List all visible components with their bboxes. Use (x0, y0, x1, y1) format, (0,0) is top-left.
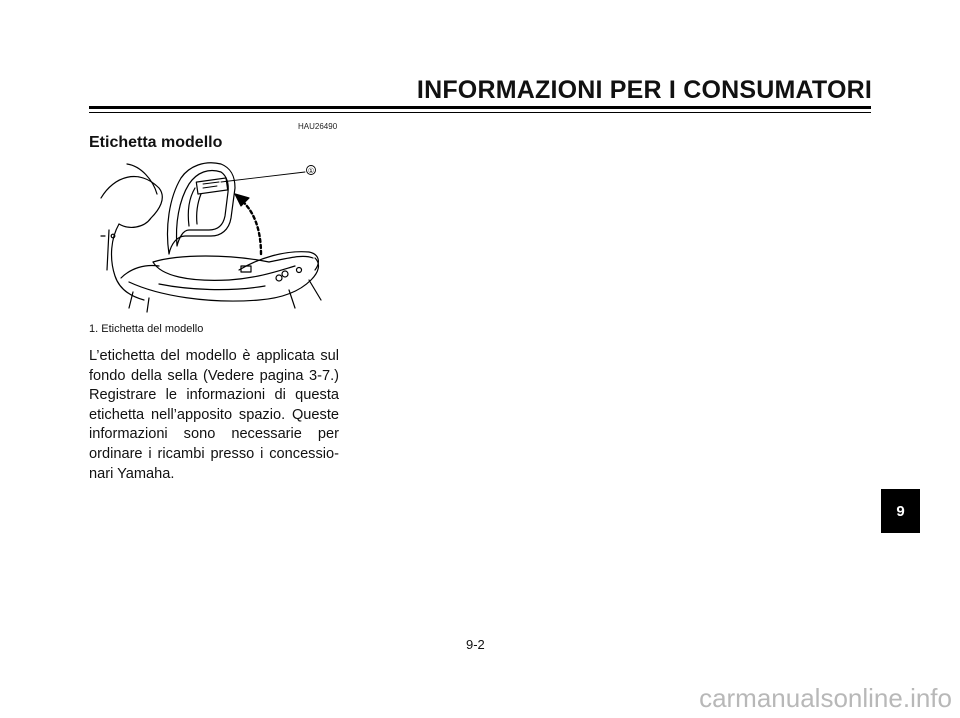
storage-compartment (153, 256, 313, 262)
model-label-shape (196, 178, 227, 194)
scooter-seat-illustration (89, 158, 339, 316)
watermark: carmanualsonline.info (699, 683, 952, 713)
page-header-title: INFORMAZIONI PER I CONSUMATORI (416, 76, 872, 104)
callout-number: ① (307, 167, 315, 175)
figure-caption: 1. Etichetta del modello (89, 323, 204, 335)
section-heading: Etichetta modello (89, 134, 223, 151)
header-rule-thin (89, 112, 871, 113)
page-number: 9-2 (466, 637, 485, 652)
chapter-tab: 9 (881, 489, 920, 533)
header-rule-thick (89, 106, 871, 109)
document-code: HAU26490 (298, 122, 338, 131)
body-paragraph: L’etichetta del modello è applicata sul fondo della sella (Vedere pagina 3-7.) Registrare le informazioni di questa etichetta nell’apposito spazio. Queste informazioni sono necessarie per ordinare i ricambi presso i concessio- nari Yamaha. (89, 348, 339, 482)
